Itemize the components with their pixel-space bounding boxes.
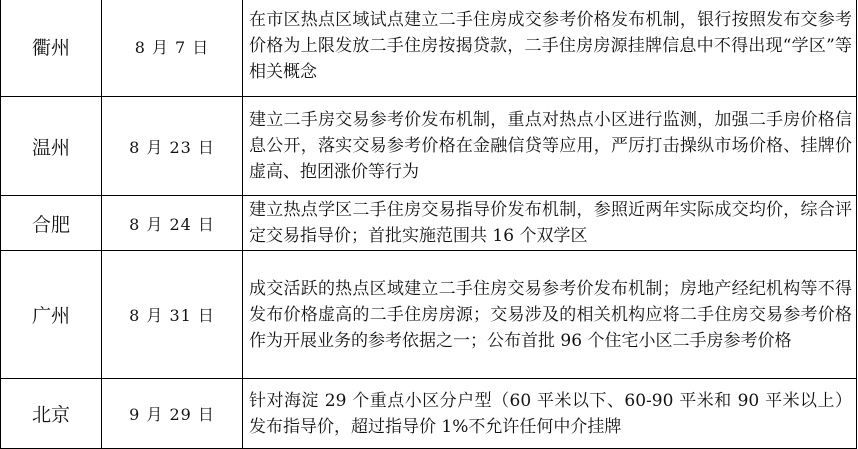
table-row [1, 0, 857, 97]
table-row [1, 251, 857, 379]
date-cell: 8 月 31 日 [102, 251, 243, 379]
date-cell: 8 月 23 日 [102, 97, 243, 196]
city-cell: 衢州 [1, 0, 102, 97]
policy-cell: 成交活跃的热点区域建立二手住房交易参考价发布机制；房地产经纪机构等不得发布价格虚高的二手住房房源；交易涉及的相关机构应将二手住房交易参考价格作为开展业务的参考依据之一；公布首批 96 个住宅小区二手房参考价格 [243, 251, 857, 379]
table-row [1, 379, 857, 449]
date-cell: 8 月 7 日 [102, 0, 243, 97]
policy-cell: 针对海淀 29 个重点小区分户型（60 平米以下、60-90 平米和 90 平米以上）发布指导价，超过指导价 1%不允许任何中介挂牌 [243, 379, 857, 449]
policy-cell: 建立二手房交易参考价发布机制，重点对热点小区进行监测，加强二手房价格信息公开，落实交易参考价格在金融信贷等应用，严厉打击操纵市场价格、挂牌价虚高、抱团涨价等行为 [243, 97, 857, 196]
city-cell: 广州 [1, 251, 102, 379]
city-cell: 合肥 [1, 196, 102, 251]
policy-cell: 在市区热点区域试点建立二手住房成交参考价格发布机制，银行按照发布交参考价格为上限发放二手住房按揭贷款，二手住房房源挂牌信息中不得出现“学区”等相关概念 [243, 0, 857, 97]
table-row [1, 196, 857, 251]
date-cell: 9 月 29 日 [102, 379, 243, 449]
city-cell: 北京 [1, 379, 102, 449]
policy-cell: 建立热点学区二手住房交易指导价发布机制，参照近两年实际成交均价，综合评定交易指导价；首批实施范围共 16 个双学区 [243, 196, 857, 251]
table-row [1, 97, 857, 196]
city-cell: 温州 [1, 97, 102, 196]
date-cell: 8 月 24 日 [102, 196, 243, 251]
